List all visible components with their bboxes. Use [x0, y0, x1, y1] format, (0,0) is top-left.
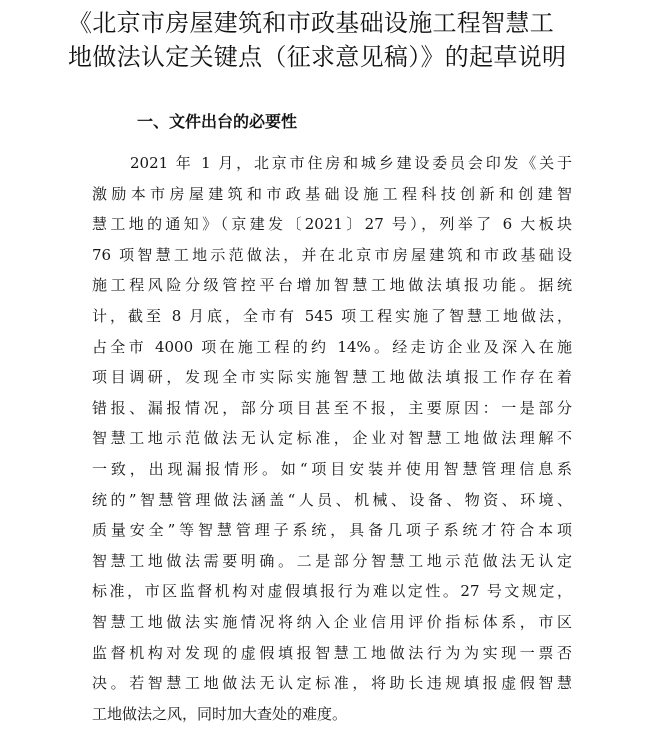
paragraph-line: 智慧工地做法需要明确。二是部分智慧工地示范做法无认定 — [92, 551, 572, 570]
paragraph-line: 决。若智慧工地做法无认定标准，将助长违规填报虚假智慧 — [92, 674, 572, 693]
paragraph-line: 计，截至 8 月底，全市有 545 项工程实施了智慧工地做法， — [92, 306, 572, 325]
paragraph-line: 智慧工地做法实施情况将纳入企业信用评价指标体系，市区 — [92, 612, 572, 631]
paragraph-line: 慧工地的通知》（京建发〔2021〕27 号），列举了 6 大板块 — [92, 215, 572, 234]
body-paragraph — [92, 148, 572, 729]
document-title — [68, 6, 594, 74]
paragraph-line: 标准，市区监督机构对虚假填报行为难以定性。27 号文规定， — [92, 582, 572, 601]
paragraph-line: 项目调研，发现全市实际实施智慧工地做法填报工作存在着 — [92, 368, 572, 387]
paragraph-line: 工地做法之风，同时加大查处的难度。 — [92, 704, 348, 723]
paragraph-line: 监督机构对发现的虚假填报智慧工地做法行为为实现一票否 — [92, 643, 572, 662]
section-heading: 一、文件出台的必要性 — [137, 112, 298, 131]
paragraph-line: 错报、漏报情况，部分项目甚至不报，主要原因：一是部分 — [92, 398, 572, 417]
paragraph-line: 76 项智慧工地示范做法，并在北京市房屋建筑和市政基础设 — [92, 245, 572, 264]
paragraph-line: 一致，出现漏报情形。如“项目安装并使用智慧管理信息系 — [92, 459, 572, 478]
paragraph-line: 质量安全”等智慧管理子系统，具备几项子系统才符合本项 — [92, 521, 572, 540]
paragraph-line: 2021 年 1 月，北京市住房和城乡建设委员会印发《关于 — [130, 154, 572, 172]
document-title-line: 《北京市房屋建筑和市政基础设施工程智慧工 — [68, 9, 554, 37]
document-title-line: 地做法认定关键点（征求意见稿）》的起草说明 — [68, 43, 567, 71]
paragraph-line: 智慧工地示范做法无认定标准，企业对智慧工地做法理解不 — [92, 429, 572, 448]
paragraph-line: 施工程风险分级管控平台增加智慧工地做法填报功能。据统 — [92, 276, 572, 295]
paragraph-line: 激励本市房屋建筑和市政基础设施工程科技创新和创建智 — [92, 184, 572, 203]
paragraph-line: 统的”智慧管理做法涵盖“人员、机械、设备、物资、环境、 — [92, 490, 572, 509]
paragraph-line: 占全市 4000 项在施工程的约 14%。经走访企业及深入在施 — [92, 337, 572, 356]
